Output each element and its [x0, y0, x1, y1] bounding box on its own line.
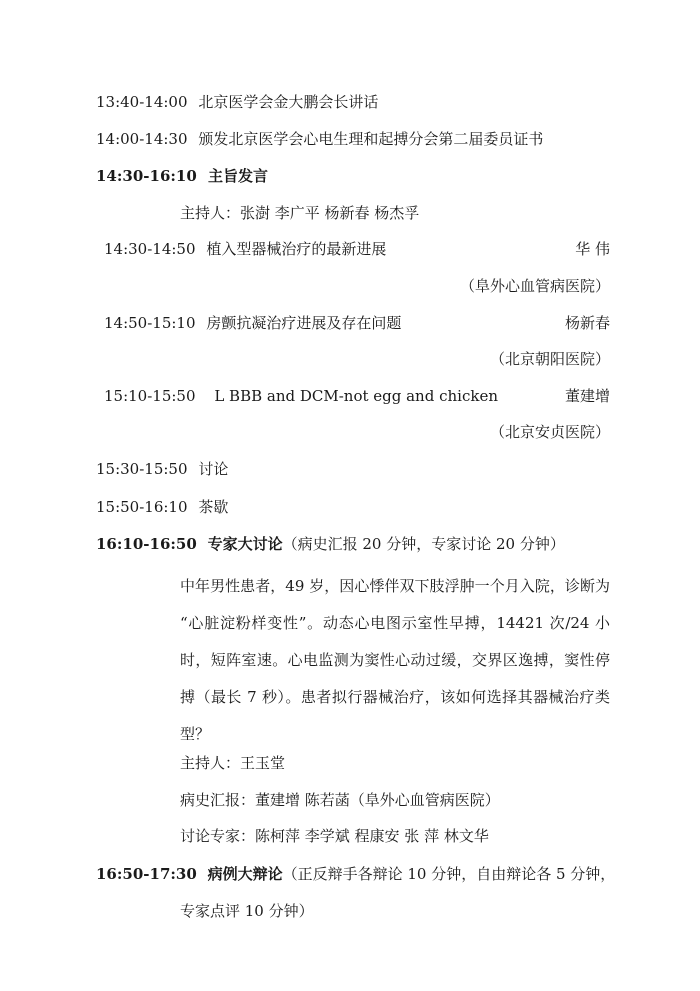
time-slot: 14:50-15:10: [104, 314, 196, 332]
talk-speaker: 董建增: [564, 387, 610, 405]
section-note-cont: 专家点评 10 分钟）: [180, 902, 314, 920]
section-heading: [96, 534, 565, 554]
talk-institution: （北京朝阳医院）: [489, 350, 610, 368]
item-text: 颁发北京医学会心电生理和起搏分会第二届委员证书: [198, 130, 544, 148]
talk-title: L BBB and DCM-not egg and chicken: [214, 387, 498, 405]
time-slot: 14:30-16:10: [96, 167, 197, 185]
talk-row: [104, 313, 610, 333]
agenda-line: [96, 129, 543, 149]
agenda-line: [96, 459, 228, 479]
time-slot: 15:30-15:50: [96, 460, 188, 478]
talk-speaker: 杨新春: [564, 314, 610, 332]
report-line: 病史汇报：董建增 陈若菡（阜外心血管病医院）: [180, 791, 500, 809]
talk-institution: （阜外心血管病医院）: [459, 277, 610, 295]
host-line: 主持人：张澍 李广平 杨新春 杨杰孚: [180, 204, 420, 222]
agenda-line: [96, 92, 378, 112]
section-title: 主旨发言: [208, 167, 269, 185]
time-slot: 15:50-16:10: [96, 498, 188, 516]
item-text: 讨论: [198, 460, 229, 478]
host-line: 主持人：王玉堂: [180, 754, 286, 772]
item-text: 北京医学会金大鹏会长讲话: [198, 93, 379, 111]
item-text: 茶歇: [198, 498, 229, 516]
agenda-line: [96, 497, 228, 517]
talk-row: [104, 239, 610, 259]
talk-institution: （北京安贞医院）: [489, 423, 610, 441]
time-slot: 13:40-14:00: [96, 93, 188, 111]
experts-line: 讨论专家：陈柯萍 李学斌 程康安 张 萍 林文华: [180, 827, 489, 845]
section-note: （病史汇报 20 分钟，专家讨论 20 分钟）: [282, 535, 565, 553]
time-slot: 16:50-17:30: [96, 865, 197, 883]
section-heading: [96, 166, 268, 186]
time-slot: 15:10-15:50: [104, 387, 196, 405]
talk-row: [104, 386, 610, 406]
time-slot: 14:00-14:30: [96, 130, 188, 148]
section-title: 专家大讨论: [207, 535, 283, 553]
case-description: 中年男性患者，49 岁，因心悸伴双下肢浮肿一个月入院，诊断为 “心脏淀粉样变性”。动态心电图示室性早搏，14421 次/24 小时，短阵室速。心电监测为窦性心动过缓，交界区逸搏，窦性停搏（最长 7 秒）。患者拟行器械治疗，该如何选择其器械治疗类型？: [180, 577, 610, 743]
talk-title: 房颤抗凝治疗进展及存在问题: [206, 314, 402, 332]
section-title: 病例大辩论: [207, 865, 283, 883]
time-slot: 14:30-14:50: [104, 240, 196, 258]
section-heading: [96, 864, 615, 884]
time-slot: 16:10-16:50: [96, 535, 197, 553]
talk-speaker: 华 伟: [575, 240, 610, 258]
section-note: （正反辩手各辩论 10 分钟，自由辩论各 5 分钟，: [282, 865, 616, 883]
talk-title: 植入型器械治疗的最新进展: [206, 240, 387, 258]
